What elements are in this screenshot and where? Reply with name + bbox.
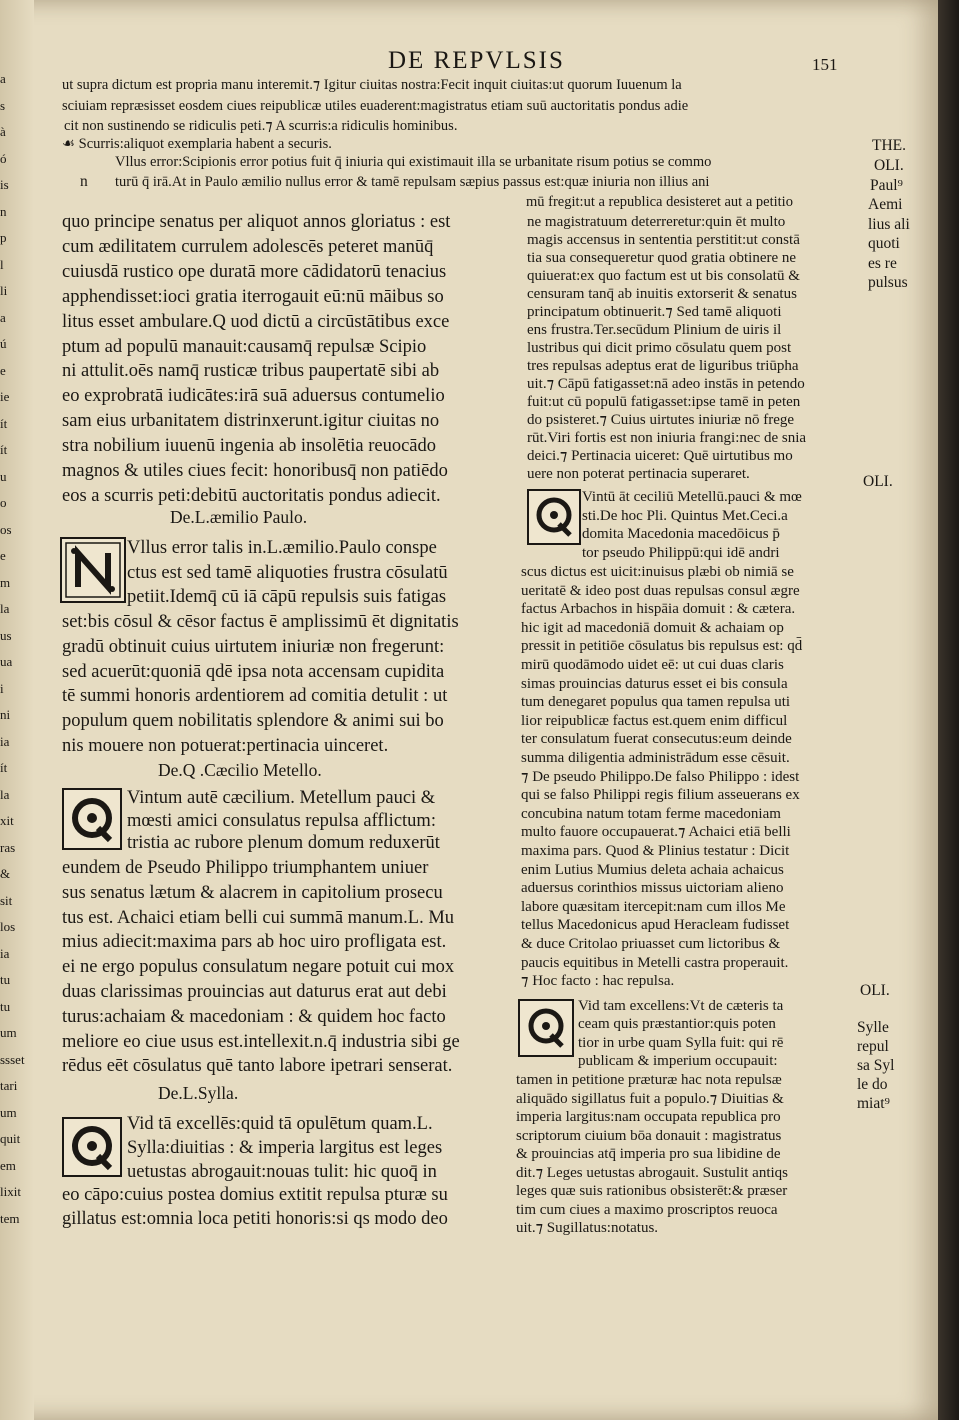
main-text-line: rēdus eēt cōsulatus quē tanto labore ipetrari senserat. [62, 1056, 453, 1077]
main-text-line: Vid tā excellēs:quid tā opulētum quam.L. [127, 1114, 433, 1134]
commentary-line: ut supra dictum est propria manu interemit.⁊ Igitur ciuitas nostra:Fecit inquit ciuitas:ut quorum Iuuenum la [62, 77, 682, 93]
main-text-line: meliore eo ciue usus est.intellexit.n.q̄ industria sibi ge [62, 1031, 460, 1052]
gutter-fragment: ni [0, 707, 11, 722]
commentary-line: turū q̄ irā.At in Paulo æmilio nullus error & tamē repulsam sæpius passus est:quæ iniuria non illius ani [115, 174, 710, 190]
main-text-line: gillatus est:omnia loca petiti honoris:si qs modo deo [62, 1209, 448, 1230]
gutter-fragment: à [0, 124, 6, 139]
commentary-line: tim cum ciues a maximo proscriptos reuoca [516, 1201, 778, 1218]
gutter-fragment: ssset [0, 1051, 25, 1067]
commentary-line: principatum obtinuerit.⁊ Sed tamē aliquoti [527, 304, 782, 320]
commentary-line: pressit in petitiōe cōsulatus bis repulsus est: qd̄ [521, 638, 803, 655]
commentary-line: tellus Macedonicus apud Heracleam fudisset [521, 917, 790, 934]
commentary-line: uere non poterat pertinacia superaret. [527, 466, 750, 482]
gutter-fragment: um [0, 1025, 17, 1040]
gutter-fragment: ia [0, 945, 10, 961]
commentary-line: uit.⁊ Sugillatus:notatus. [516, 1220, 659, 1236]
gutter-fragment: tari [0, 1078, 18, 1093]
margin-note: Aemi [868, 196, 903, 213]
gutter-fragment: um [0, 1104, 17, 1120]
commentary-line: leges quæ suis rationibus obsisterēt:& præser [516, 1183, 788, 1199]
section-heading: De.Q .Cæcilio Metello. [158, 760, 322, 780]
main-text-line: duas clarissimas prouincias aut daturus erat aut debi [62, 982, 447, 1002]
gutter-fragment: os [0, 521, 12, 537]
commentary-line: aliquādo sigillatus fuit a populo.⁊ Diuitias & [516, 1090, 784, 1107]
commentary-line: fuit:ut cū populū fatigasset:ipse tamē in peten [527, 394, 801, 410]
margin-note: OLI. [860, 982, 890, 999]
main-text-line: Vllus error talis in.L.æmilio.Paulo conspe [127, 538, 437, 558]
commentary-line: Vllus error:Scipionis error potius fuit q̄ iniuria qui existimauit illa se urbanitate risum potius se commo [115, 154, 712, 170]
commentary-line: ☙ Scurris:aliquot exemplaria habent a securis. [62, 136, 332, 152]
gutter-fragment: m [0, 574, 11, 590]
main-text-line: petiit.Idemq̄ cū iā cāpū repulsis suis fatigas [127, 587, 447, 607]
main-text-line: uetustas abrogauit:nouas tulit: hic quoq̄ in [127, 1162, 437, 1182]
main-text-line: eos a scurris peti:debitū auctoritatis pondus adiecit. [62, 485, 441, 506]
margin-note: quoti [868, 235, 900, 252]
main-text-line: eo cāpo:cuius postea domius extitit repulsa pturæ su [62, 1185, 448, 1205]
gutter-fragment: ie [0, 389, 10, 404]
main-text-line: magnos & utiles ciues fecit: honoribusq̄ non patiēdo [62, 461, 448, 481]
commentary-line: tamen in petitione præturæ hac nota repulsæ [516, 1072, 782, 1088]
gutter-fragment: quit [0, 1131, 21, 1146]
initial-Q-ornament-commentary-2 [518, 999, 574, 1057]
commentary-line: uit.⁊ Cāpū fatigasset:nā adeo instās in petendo [527, 376, 805, 392]
commentary-line: rūt.Viri fortis est non iniuria frangi:nec de snia [527, 430, 807, 446]
main-text-line: gradū obtinuit cuius uirtutem iniuriæ non fregerunt: [62, 636, 445, 657]
gutter-fragment: ít [0, 415, 8, 431]
gutter-fragment: ó [0, 150, 7, 166]
commentary-line: scriptorum ciuium bōa donauit : magistratus [516, 1127, 782, 1144]
gutter-fragment: los [0, 919, 16, 934]
initial-Q-ornament-commentary [527, 489, 581, 545]
commentary-line: tior in urbe quam Sylla fuit: qui rē [578, 1034, 784, 1051]
gutter-fragment: e [0, 548, 6, 563]
main-text-line: ni attulit.oēs namq̄ rusticæ tribus paupertatē sibi ab [62, 361, 440, 382]
gutter-fragment: l [0, 256, 4, 272]
section-heading: De.L.æmilio Paulo. [170, 507, 308, 527]
gutter-fragment: n [0, 203, 7, 219]
commentary-line: factus Arbachos in hispāia domuit : & cætera. [521, 601, 796, 618]
gutter-fragment: la [0, 786, 10, 802]
margin-note: repul [857, 1038, 889, 1055]
main-text-line: eo exprobratā iudicātes:irā suā aduersus contumelio [62, 386, 445, 407]
commentary-line: do psisteret.⁊ Cuius uirtutes iniuriæ nō frege [527, 412, 795, 428]
commentary-line: imperia largitus:nam occupata republica pro [516, 1109, 781, 1125]
gutter-fragment: a [0, 309, 6, 325]
commentary-line: tres repulsas adeptus erat de liguribus triūpha [527, 358, 799, 374]
commentary-line: deici.⁊ Pertinacia uiceret: Quē uirtutibus mo [527, 448, 793, 464]
gutter-fragment: ít [0, 442, 8, 457]
gutter-fragment: sit [0, 892, 13, 908]
margin-note: es re [868, 254, 897, 272]
margin-note: pulsus [868, 274, 908, 291]
margin-note: sa Syl [857, 1057, 895, 1074]
commentary-line: mirū quodāmodo uidet eē: ut cui duas claris [521, 657, 784, 673]
main-text-line: stra nobilium iuuenū ingenia ab insolētia reuocādo [62, 436, 437, 457]
main-text-line: mius adiecit:maxima pars ab hoc uiro profligata est. [62, 932, 447, 953]
main-text-line: populum quem nobilitatis splendore & animi sui bo [62, 711, 444, 732]
facing-page-gutter [0, 0, 34, 1420]
commentary-line: multo fauore occupauerat.⁊ Achaici etiā belli [521, 824, 791, 841]
commentary-line: ⁊ Hoc facto : hac repulsa. [521, 973, 675, 990]
main-text-line: ptum ad populū manauit:causamq̄ repulsæ Scipio [62, 336, 427, 357]
main-text-line: Sylla:diuitias : & imperia largitus est leges [127, 1138, 443, 1158]
gutter-fragment: lixit [0, 1184, 21, 1199]
commentary-line: tum denegaret populus qua tamen repulsa uti [521, 694, 791, 711]
commentary-line: tia sua consequeretur quod gratia obtinere ne [527, 250, 797, 266]
commentary-line: domita Macedonia macedōicus p̄ [582, 526, 780, 542]
main-text-line: turus:achaiam & macedoniam : & quidem hoc facto [62, 1006, 446, 1027]
gutter-fragment: & [0, 866, 11, 881]
page-edge-shadow [938, 0, 959, 1420]
gutter-fragment: us [0, 627, 12, 643]
initial-N-ornament [60, 537, 126, 603]
commentary-line: sciuiam repræsisset eosdem ciues reipublicæ utiles euaderent:magistratus etiam suū auctoritatis pondus adie [62, 98, 689, 114]
commentary-line: publicam & imperium occupauit: [578, 1052, 778, 1069]
gutter-fragment: ua [0, 654, 13, 669]
commentary-line: & duce Critolao priuasset cum lictoribus & [521, 936, 781, 952]
gutter-fragment: xit [0, 813, 14, 828]
main-text-line: eundem de Pseudo Philippo triumphantem uniuer [62, 858, 429, 878]
gutter-fragment: la [0, 601, 10, 616]
commentary-line: quiuerat:ex quo factum est ut bis consolatū & [527, 268, 800, 284]
initial-Q-ornament-main [62, 788, 122, 850]
main-text-line: ei ne ergo populus consulatum negare potuit cui mox [62, 957, 455, 978]
commentary-line: simas prouincias daturus esset ei bis consula [521, 675, 788, 692]
main-text-line: quo principe senatus per aliquot annos gloriatus : est [62, 212, 451, 232]
commentary-line: mū fregit:ut a republica desisteret aut a petitio [526, 194, 793, 210]
main-text-line: cuiusdā rustico ope duratā more cādidatorū tenacius [62, 261, 447, 282]
main-text-line: nis mouere non potuerat:pertinacia uinceret. [62, 736, 389, 756]
commentary-line: ueritatē & ideo post duas repulsas consul ægre [521, 582, 800, 599]
margin-note: lius ali [868, 215, 910, 233]
gutter-fragment: e [0, 362, 6, 378]
commentary-line: aduersus corinthios missus uictoriam alieno [521, 880, 784, 897]
commentary-line: Vintū āt ceciliū Metellū.pauci & mœ [582, 489, 802, 505]
gutter-fragment: u [0, 468, 7, 484]
main-text-line: litus esset ambulare.Q uod dictū a circūstātibus exce [62, 311, 450, 332]
main-text-line: mœsti amici consulatus repulsa afflictum: [127, 810, 436, 831]
gutter-fragment: p [0, 230, 7, 245]
gutter-fragment: em [0, 1157, 16, 1173]
commentary-line: ⁊ De pseudo Philippo.De falso Philippo : idest [521, 768, 800, 785]
commentary-line: labore quæsitam itercepit:nam cum illos Me [521, 898, 786, 915]
top-paragraph-marker: n [80, 173, 88, 190]
margin-note: OLI. [874, 157, 904, 174]
gutter-fragment: li [0, 283, 8, 298]
gutter-fragment: i [0, 680, 4, 696]
commentary-line: dit.⁊ Leges uetustas abrogauit. Sustulit antiqs [516, 1164, 789, 1181]
margin-note: le do [857, 1076, 888, 1093]
initial-Q-ornament-sylla [62, 1117, 122, 1177]
section-heading: De.L.Sylla. [158, 1083, 239, 1103]
gutter-fragment: ú [0, 336, 7, 351]
main-text-line: tus est. Achaici etiam belli cui summā manum.L. Mu [62, 907, 455, 928]
commentary-line: ceam quis præstantior:quis poten [578, 1016, 776, 1033]
commentary-line: magis accensus in sententia perstitit:ut constā [527, 232, 800, 248]
gutter-fragment: ia [0, 733, 10, 749]
commentary-line: lior reipublicæ factus est.quem enim difficul [521, 712, 788, 729]
commentary-line: maxima pars. Quod & Plinius testatur : Dicit [521, 843, 790, 859]
gutter-fragment: ít [0, 760, 8, 775]
margin-note: THE. [872, 137, 907, 154]
main-text-line: tē summi honoris ardentiorem ad comitia detulit : ut [62, 686, 448, 707]
gutter-fragment: tem [0, 1210, 20, 1226]
gutter-fragment: tu [0, 972, 11, 987]
main-text-line: apphendisset:ioci gratia iterrogauit eū:nū māibus so [62, 286, 444, 307]
commentary-line: paucis equitibus in Metelli castra properauit. [521, 954, 789, 971]
commentary-line: concubina natum totam ferme macedoniam [521, 805, 781, 822]
gutter-fragment: tu [0, 998, 11, 1014]
gutter-fragment: is [0, 177, 9, 192]
margin-note: OLI. [863, 473, 893, 490]
gutter-fragment: s [0, 97, 6, 113]
commentary-line: enim Lutius Mumius deleta achaia achaicus [521, 861, 784, 878]
commentary-line: ens frustra.Ter.secūdum Plinium de uiris il [527, 322, 782, 338]
gutter-fragment: ras [0, 839, 16, 855]
commentary-line: hic igit ad macedoniā domuit & achaiam op [521, 619, 784, 636]
commentary-line: ter consulatum fuerat consecutus:eum deinde [521, 731, 792, 748]
margin-note: Sylle [857, 1019, 889, 1036]
main-text-line: sam eius urbanitatem distrinxerunt.igitur ciuitas no [62, 411, 440, 432]
commentary-line: qui se falso Philippi regis filium asseuerans ex [521, 787, 800, 804]
running-head: DE REPVLSIS [388, 47, 565, 74]
main-text-line: Vintum autē cæcilium. Metellum pauci & [127, 788, 436, 808]
commentary-line: tor pseudo Philippū:qui idē andri [582, 544, 780, 561]
commentary-line: & prouincias atq̄ imperia pro sua libidine de [516, 1146, 781, 1162]
gutter-fragment: a [0, 71, 6, 86]
main-text-line: sed acuerūt:quoniā qdē ipsa nota accensam cupidita [62, 661, 445, 682]
commentary-line: lustribus qui dicit primo cōsulatu quem post [527, 340, 792, 356]
margin-note: miat⁹ [857, 1095, 890, 1112]
main-text-line: cum ædilitatem currulem adolescēs peteret manūq̄ [62, 236, 434, 257]
commentary-line: scus dictus est uicit:inuisus plæbi ob nimiā se [521, 564, 794, 580]
commentary-line: cit non sustinendo se ridiculis peti.⁊ A scurris:a ridiculis hominibus. [64, 118, 458, 134]
commentary-line: summa diligentia administrādum esse cēsuit. [521, 750, 790, 766]
main-text-line: ctus est sed tamē aliquoties frustra cōsulatū [127, 562, 448, 583]
main-text-line: tristia ac rubore plenum domum reduxerūt [127, 833, 440, 853]
gutter-fragment: o [0, 495, 7, 510]
commentary-line: Vid tam excellens:Vt de cæteris ta [578, 998, 784, 1014]
commentary-line: censuram tanq̄ ab inuitis extorserit & senatus [527, 286, 797, 302]
main-text-line: set:bis cōsul & cēsor factus ē amplissimū ēt dignitatis [62, 612, 459, 632]
folio-number: 151 [812, 55, 838, 74]
commentary-line: sti.De hoc Pli. Quintus Met.Ceci.a [582, 507, 788, 524]
commentary-line: ne magistratuum deterreretur:quin ēt multo [527, 214, 786, 230]
main-text-line: sus senatus lætum & alacrem in capitolium prosecu [62, 882, 443, 903]
margin-note: Paul⁹ [870, 177, 903, 194]
